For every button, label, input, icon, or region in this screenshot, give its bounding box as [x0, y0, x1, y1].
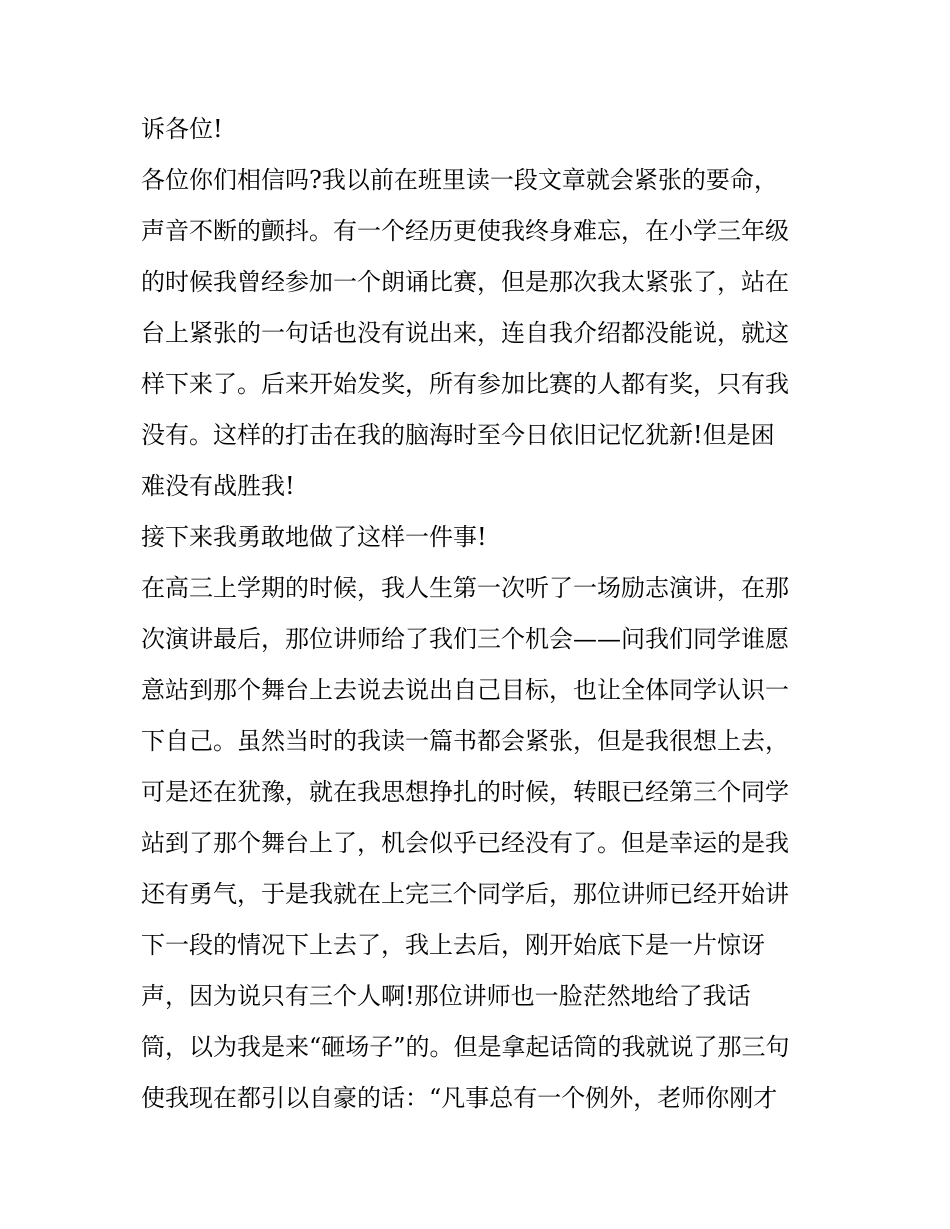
text-line: 样下来了。后来开始发奖，所有参加比赛的人都有奖，只有我	[141, 370, 789, 398]
text-line: 可是还在犹豫，就在我思想挣扎的时候，转眼已经第三个同学	[141, 778, 789, 806]
text-line: 的时候我曾经参加一个朗诵比赛，但是那次我太紧张了，站在	[141, 268, 789, 296]
text-line: 站到了那个舞台上了，机会似乎已经没有了。但是幸运的是我	[141, 829, 789, 857]
text-line: 各位你们相信吗?我以前在班里读一段文章就会紧张的要命，	[141, 166, 778, 194]
text-line: 还有勇气，于是我就在上完三个同学后，那位讲师已经开始讲	[141, 880, 789, 908]
text-line: 次演讲最后，那位讲师给了我们三个机会——问我们同学谁愿	[141, 625, 789, 653]
text-line: 接下来我勇敢地做了这样一件事!	[141, 523, 487, 551]
document-body	[141, 104, 821, 1124]
text-line: 筒，以为我是来“砸场子”的。但是拿起话筒的我就说了那三句	[141, 1033, 790, 1061]
text-line: 台上紧张的一句话也没有说出来，连自我介绍都没能说，就这	[141, 319, 789, 347]
text-line: 下自己。虽然当时的我读一篇书都会紧张，但是我很想上去，	[141, 727, 789, 755]
text-line: 声音不断的颤抖。有一个经历更使我终身难忘，在小学三年级	[141, 217, 789, 245]
text-line: 诉各位!	[141, 115, 223, 143]
text-line: 意站到那个舞台上去说去说出自己目标，也让全体同学认识一	[141, 676, 789, 704]
text-line: 没有。这样的打击在我的脑海时至今日依旧记忆犹新!但是困	[141, 421, 775, 449]
text-line: 在高三上学期的时候，我人生第一次听了一场励志演讲，在那	[141, 574, 789, 602]
text-line: 难没有战胜我!	[141, 472, 295, 500]
text-line: 声，因为说只有三个人啊!那位讲师也一脸茫然地给了我话	[141, 982, 751, 1010]
text-line: 下一段的情况下上去了，我上去后，刚开始底下是一片惊讶	[141, 931, 765, 959]
text-line: 使我现在都引以自豪的话：“凡事总有一个例外，老师你刚才	[141, 1084, 778, 1112]
